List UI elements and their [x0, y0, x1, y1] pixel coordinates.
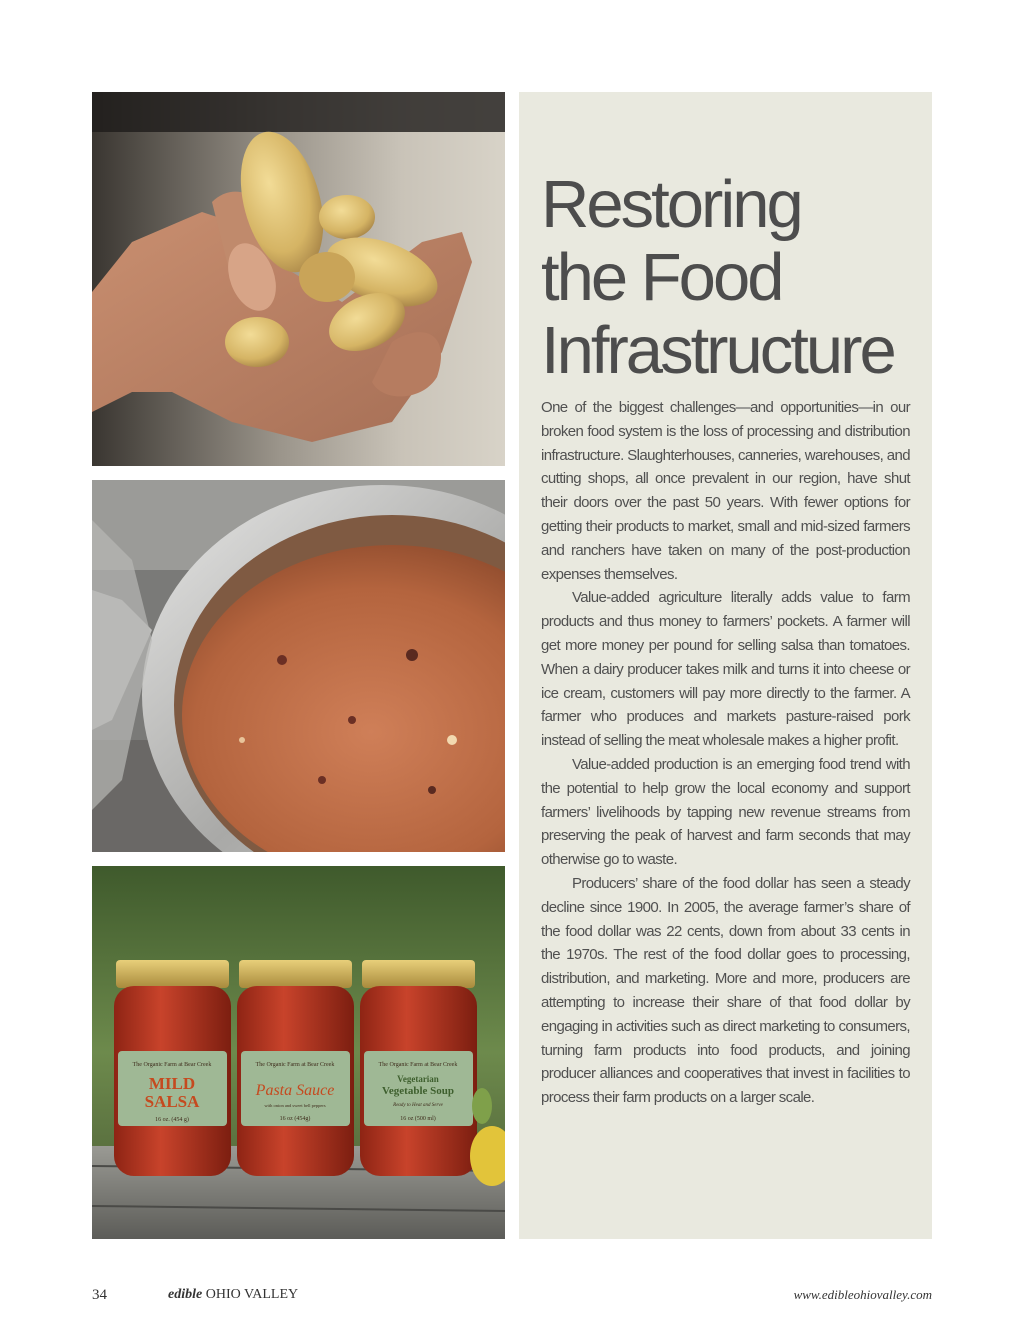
article-paragraph: One of the biggest challenges—and opportunities—in our broken food system is the loss of processing and distribution infrastructure. Slaughterhouses, canneries, warehouses, and cutting shops, all once prevalent in our region, have shut their doors over the past 50 years. With fewer options for getting their products to market, small and mid-sized farmers and ranchers have taken on many of the post-production expenses themselves.: [541, 399, 910, 583]
jar3-name-line2: Vegetable Soup: [381, 1085, 455, 1097]
publication-name: [168, 1287, 298, 1303]
potatoes-in-hand-photo: [92, 92, 505, 466]
article-paragraph: Value-added production is an emerging food trend with the potential to help grow the local economy and support farmers’ livelihoods by tapping new revenue streams from preserving the peak of harvest and farm seconds that may otherwise go to waste.: [541, 755, 910, 869]
jar1-farm-label: The Organic Farm at Bear Creek: [132, 1062, 212, 1068]
article-panel: [519, 92, 932, 1239]
publication-title: OHIO VALLEY: [205, 1287, 299, 1302]
soup-pot-photo: [92, 480, 505, 852]
website-url: www.edibleohiovalley.com: [793, 1287, 932, 1302]
article-paragraph: Value-added agriculture literally adds value to farm products and thus money to farmers’ pockets. A farmer will get more money per pound for selling salsa than tomatoes. When a dairy producer takes milk and turns it into cheese or ice cream, customers will pay more directly to the farmer. A farmer who produces and markets pasture-raised pork instead of selling the meat wholesale makes a higher profit.: [541, 589, 910, 750]
jar2-weight: 16 oz (454g): [279, 1116, 311, 1122]
jar1-weight: 16 oz. (454 g): [155, 1117, 189, 1123]
article-headline: [541, 168, 921, 387]
article-body: [541, 396, 910, 1110]
jar2-sub: with onion and sweet bell peppers: [264, 1103, 326, 1108]
jar3-farm-label: The Organic Farm at Bear Creek: [378, 1062, 458, 1068]
headline-line-3: Infrastructure: [541, 313, 894, 388]
jar2-name: Pasta Sauce: [255, 1082, 335, 1099]
headline-line-2: the Food: [541, 240, 782, 315]
jar1-name-line1: MILD: [148, 1074, 196, 1093]
jar3-sub: Ready to Heat and Serve: [393, 1103, 443, 1108]
publication-prefix: edible: [168, 1287, 203, 1302]
product-jars-photo: [92, 866, 505, 1239]
article-paragraph: Producers’ share of the food dollar has seen a steady decline since 1900. In 2005, the average farmer’s share of the food dollar was 22 cents, down from about 33 cents in the 1970s. The rest of the food dollar goes to processing, distribution, and marketing. More and more, producers are attempting to increase their share of that food dollar by engaging in activities such as direct marketing to consumers, turning farm products into food products, and joining producer alliances and cooperatives that invest in facilities to process their farm products on a larger scale.: [541, 874, 910, 1107]
jar3-weight: 16 oz (500 ml): [400, 1116, 436, 1122]
jar1-name-line2: SALSA: [144, 1092, 200, 1111]
page-number: 34: [92, 1287, 107, 1303]
jar2-farm-label: The Organic Farm at Bear Creek: [255, 1062, 335, 1068]
jar3-name-line1: Vegetarian: [397, 1074, 439, 1084]
headline-line-1: Restoring: [541, 167, 801, 242]
